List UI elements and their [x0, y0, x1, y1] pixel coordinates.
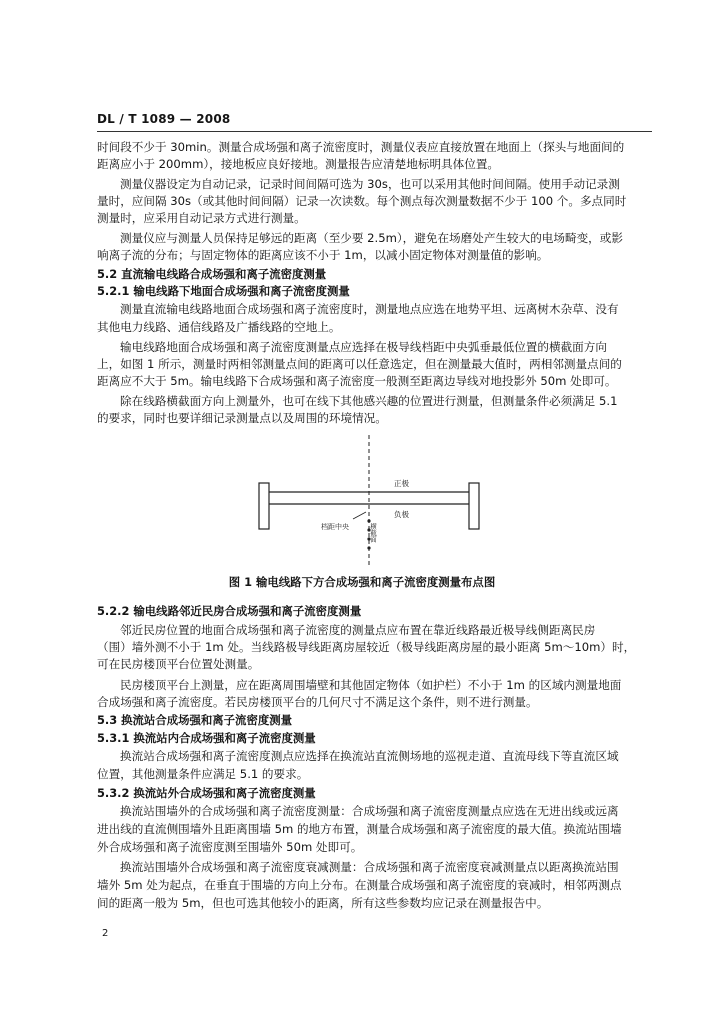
label-positive: 正极 [394, 479, 409, 488]
text-line: 测量时，应采用自动记录方式进行测量。 [97, 211, 306, 225]
text-line: 外合成场强和离子流密度测至围墙外 50m 处即可。 [97, 840, 363, 854]
text-line: 距离应不大于 5m。输电线路下合成场强和离子流密度一般测至距离边导线对地投影外 50m 处即可。 [97, 374, 617, 388]
text-line: 民房楼顶平台上测量，应在距离周围墙壁和其他固定物体（如护栏）不小于 1m 的区域内测量地面 [120, 678, 622, 692]
text-line: 测量仪应与测量人员保持足够远的距离（至少要 2.5m），避免在场磨处产生较大的电场畸变，或影 [120, 231, 623, 245]
header-rule [97, 131, 652, 132]
text-line: 响离子流的分布；与固定物体的距离应该不小于 1m，以减小固定物体对测量值的影响。 [97, 248, 549, 262]
text-line: （围）墙外测不小于 1m 处。当线路极导线距离房屋较近（极导线距离房屋的最小距离 5m～10m）时， [97, 640, 636, 654]
section-heading-5-3: 5.3 换流站合成场强和离子流密度测量 [97, 713, 293, 727]
section-heading-5-2-2: 5.2.2 输电线路邻近民房合成场强和离子流密度测量 [97, 604, 362, 618]
text-line: 的要求，同时也要详细记录测量点以及周围的环境情况。 [97, 411, 387, 425]
text-line: 除在线路横截面方向上测量外，也可在线下其他感兴趣的位置进行测量，但测量条件必须满足 5.1 [120, 394, 618, 408]
page-number: 2 [102, 928, 109, 939]
section-heading-5-2-1: 5.2.1 输电线路下地面合成场强和离子流密度测量 [97, 284, 350, 298]
text-line: 可在民房楼顶平台位置处测量。 [97, 657, 260, 671]
figure-1-diagram [255, 435, 485, 569]
text-line: 时间段不少于 30min。测量合成场强和离子流密度时，测量仪表应直接放置在地面上（探头与地面间的 [97, 140, 625, 154]
text-line: 间的距离一般为 5m，但也可选其他较小的距离，所有这些参数均应记录在测量报告中。 [97, 896, 549, 910]
section-heading-5-3-2: 5.3.2 换流站外合成场强和离子流密度测量 [97, 786, 316, 800]
text-line: 测量直流输电线路地面合成场强和离子流密度时，测量地点应选在地势平坦、远离树木杂草、没有 [120, 302, 619, 316]
section-heading-5-3-1: 5.3.1 换流站内合成场强和离子流密度测量 [97, 731, 316, 745]
label-mid-span: 档距中央 [321, 523, 349, 531]
label-negative: 负极 [394, 510, 409, 519]
right-tower [469, 483, 479, 529]
label-cross-section: 横截面 [369, 523, 377, 543]
text-line: 换流站围墙外合成场强和离子流密度衰减测量：合成场强和离子流密度衰减测量点以距离换流站围 [120, 860, 619, 874]
text-line: 测量仪器设定为自动记录，记录时间间隔可选为 30s，也可以采用其他时间间隔。使用手动记录测 [120, 177, 620, 191]
text-line: 合成场强和离子流密度。若民房楼顶平台的几何尺寸不满足这个条件，则不进行测量。 [97, 695, 538, 709]
figure-1-caption: 图 1 输电线路下方合成场强和离子流密度测量布点图 [228, 575, 496, 589]
section-heading-5-2: 5.2 直流输电线路合成场强和离子流密度测量 [97, 267, 327, 281]
text-line: 输电线路地面合成场强和离子流密度测量点应选择在极导线档距中央弧垂最低位置的横截面方向 [120, 340, 607, 354]
left-tower [259, 483, 269, 529]
mid-span-pointer [353, 512, 366, 519]
text-line: 上，如图 1 所示，测量时两相邻测量点间的距离可以任意选定，但在测量最大值时，两相邻测量点间的 [97, 357, 622, 371]
text-line: 邻近民房位置的地面合成场强和离子流密度的测量点应布置在靠近线路最近极导线侧距离民房 [120, 623, 596, 637]
text-line: 距离应小于 200mm），接地板应良好接地。测量报告应清楚地标明具体位置。 [97, 157, 500, 171]
doc-code-header: DL / T 1089 — 2008 [97, 112, 231, 126]
text-line: 位置，其他测量条件应满足 5.1 的要求。 [97, 767, 309, 781]
text-line: 墙外 5m 处为起点，在垂直于围墙的方向上分布。在测量合成场强和离子流密度的衰减时，相邻两测点 [97, 878, 622, 892]
measure-point [367, 546, 370, 549]
text-line: 进出线的直流侧围墙外且距离围墙 5m 的地方布置，测量合成场强和离子流密度的最大值。换流站围墙 [97, 822, 622, 836]
text-line: 量时，应间隔 30s（或其他时间间隔）记录一次读数。每个测点每次测量数据不少于 100 个。多点同时 [97, 194, 627, 208]
text-line: 换流站合成场强和离子流密度测点应选择在换流站直流侧场地的巡视走道、直流母线下等直流区域 [120, 749, 619, 763]
text-line: 换流站围墙外的合成场强和离子流密度测量：合成场强和离子流密度测量点应选在无进出线或远离 [120, 804, 619, 818]
text-line: 其他电力线路、通信线路及广播线路的空地上。 [97, 320, 341, 334]
